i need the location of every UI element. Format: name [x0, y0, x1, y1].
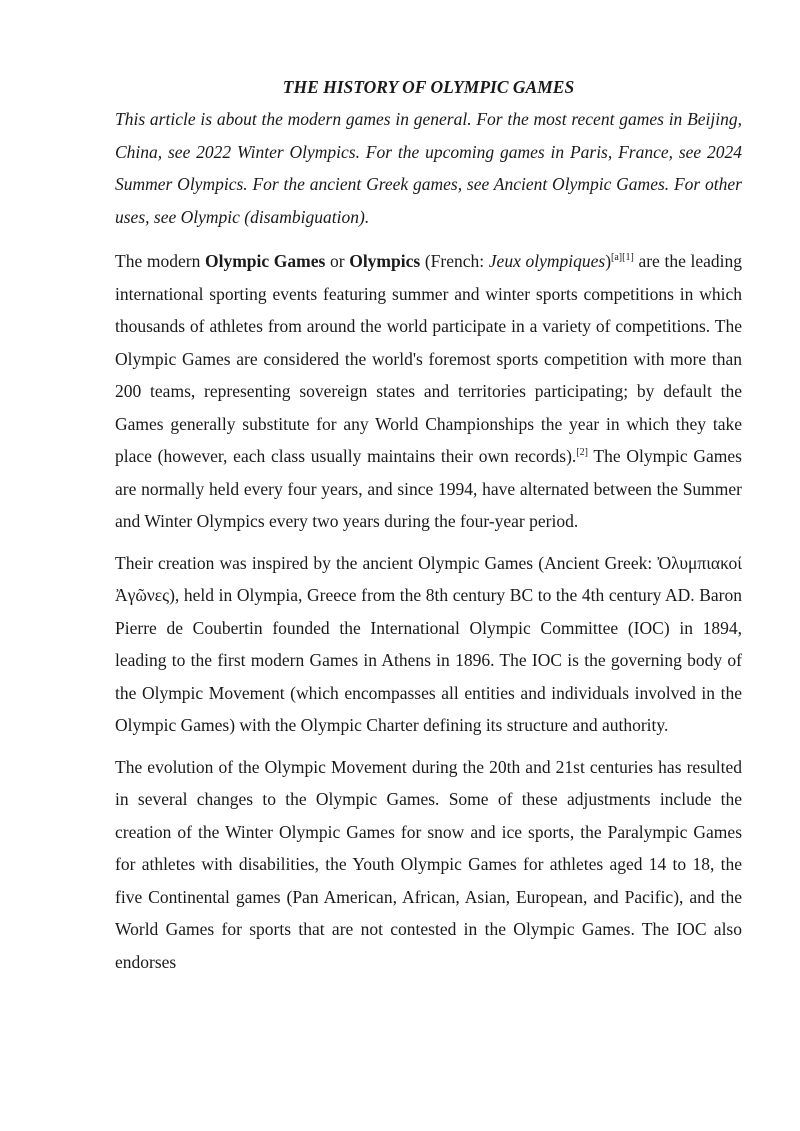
intro-text-5: are the leading international sporting events featuring summer and winter sports competitions in which thousands of athletes from around the world participate in a variety of competitions. The Olympic Games are considered the world's foremost sports competition with more than 200 teams, representing sovereign states and territories participating; by default the Games generally substitute for any World Championships the year in which they take place (however, each class usually maintains their own records). — [115, 251, 742, 466]
olympics-bold: Olympics — [349, 251, 421, 271]
evolution-paragraph: The evolution of the Olympic Movement during the 20th and 21st centuries has resulted in several changes to the Olympic Games. Some of these adjustments include the creation of the Winter Olympic Games for snow and ice sports, the Paralympic Games for athletes with disabilities, the Youth Olympic Games for athletes aged 14 to 18, the five Continental games (Pan American, African, Asian, European, and Pacific), and the World Games for sports that are not contested in the Olympic Games. The IOC also endorses — [115, 756, 742, 972]
intro-text-6: The Olympic Games are normally held every four years, and since 1994, have alternated between the Summer and Winter Olympics every two years during the four-year period. — [115, 446, 742, 531]
intro-text-3: (French: — [420, 251, 489, 271]
document-page — [115, 74, 742, 987]
french-name-italic: Jeux olympiques — [488, 251, 606, 271]
intro-text-4: ) — [605, 251, 612, 271]
intro-text-2: or — [325, 251, 350, 271]
history-paragraph: Their creation was inspired by the ancient Olympic Games (Ancient Greek: Ὀλυμπιακοί Ἀγῶνες), held in Olympia, Greece from the 8th century BC to the 4th century AD. Baron Pierre de Coubertin founded the International Olympic Committee (IOC) in 1894, leading to the first modern Games in Athens in 1896. The IOC is the governing body of the Olympic Movement (which encompasses all entities and individuals involved in the Olympic Games) with the Olympic Charter defining its structure and authority. — [115, 552, 742, 735]
intro-paragraph — [115, 245, 742, 538]
hatnote-paragraph: This article is about the modern games in general. For the most recent games in Beijing, China, see 2022 Winter Olympics. For the upcoming games in Paris, France, see 2024 Summer Olympics. For the ancient Greek games, see Ancient Olympic Games. For other uses, see Olympic (disambiguation). — [115, 109, 742, 227]
footnote-ref-a1: [a][1] — [611, 252, 634, 263]
footnote-ref-2: [2] — [576, 447, 588, 458]
document-title: THE HISTORY OF OLYMPIC GAMES — [282, 77, 575, 97]
olympic-games-bold: Olympic Games — [204, 251, 326, 271]
intro-text-1: The modern — [115, 251, 205, 271]
